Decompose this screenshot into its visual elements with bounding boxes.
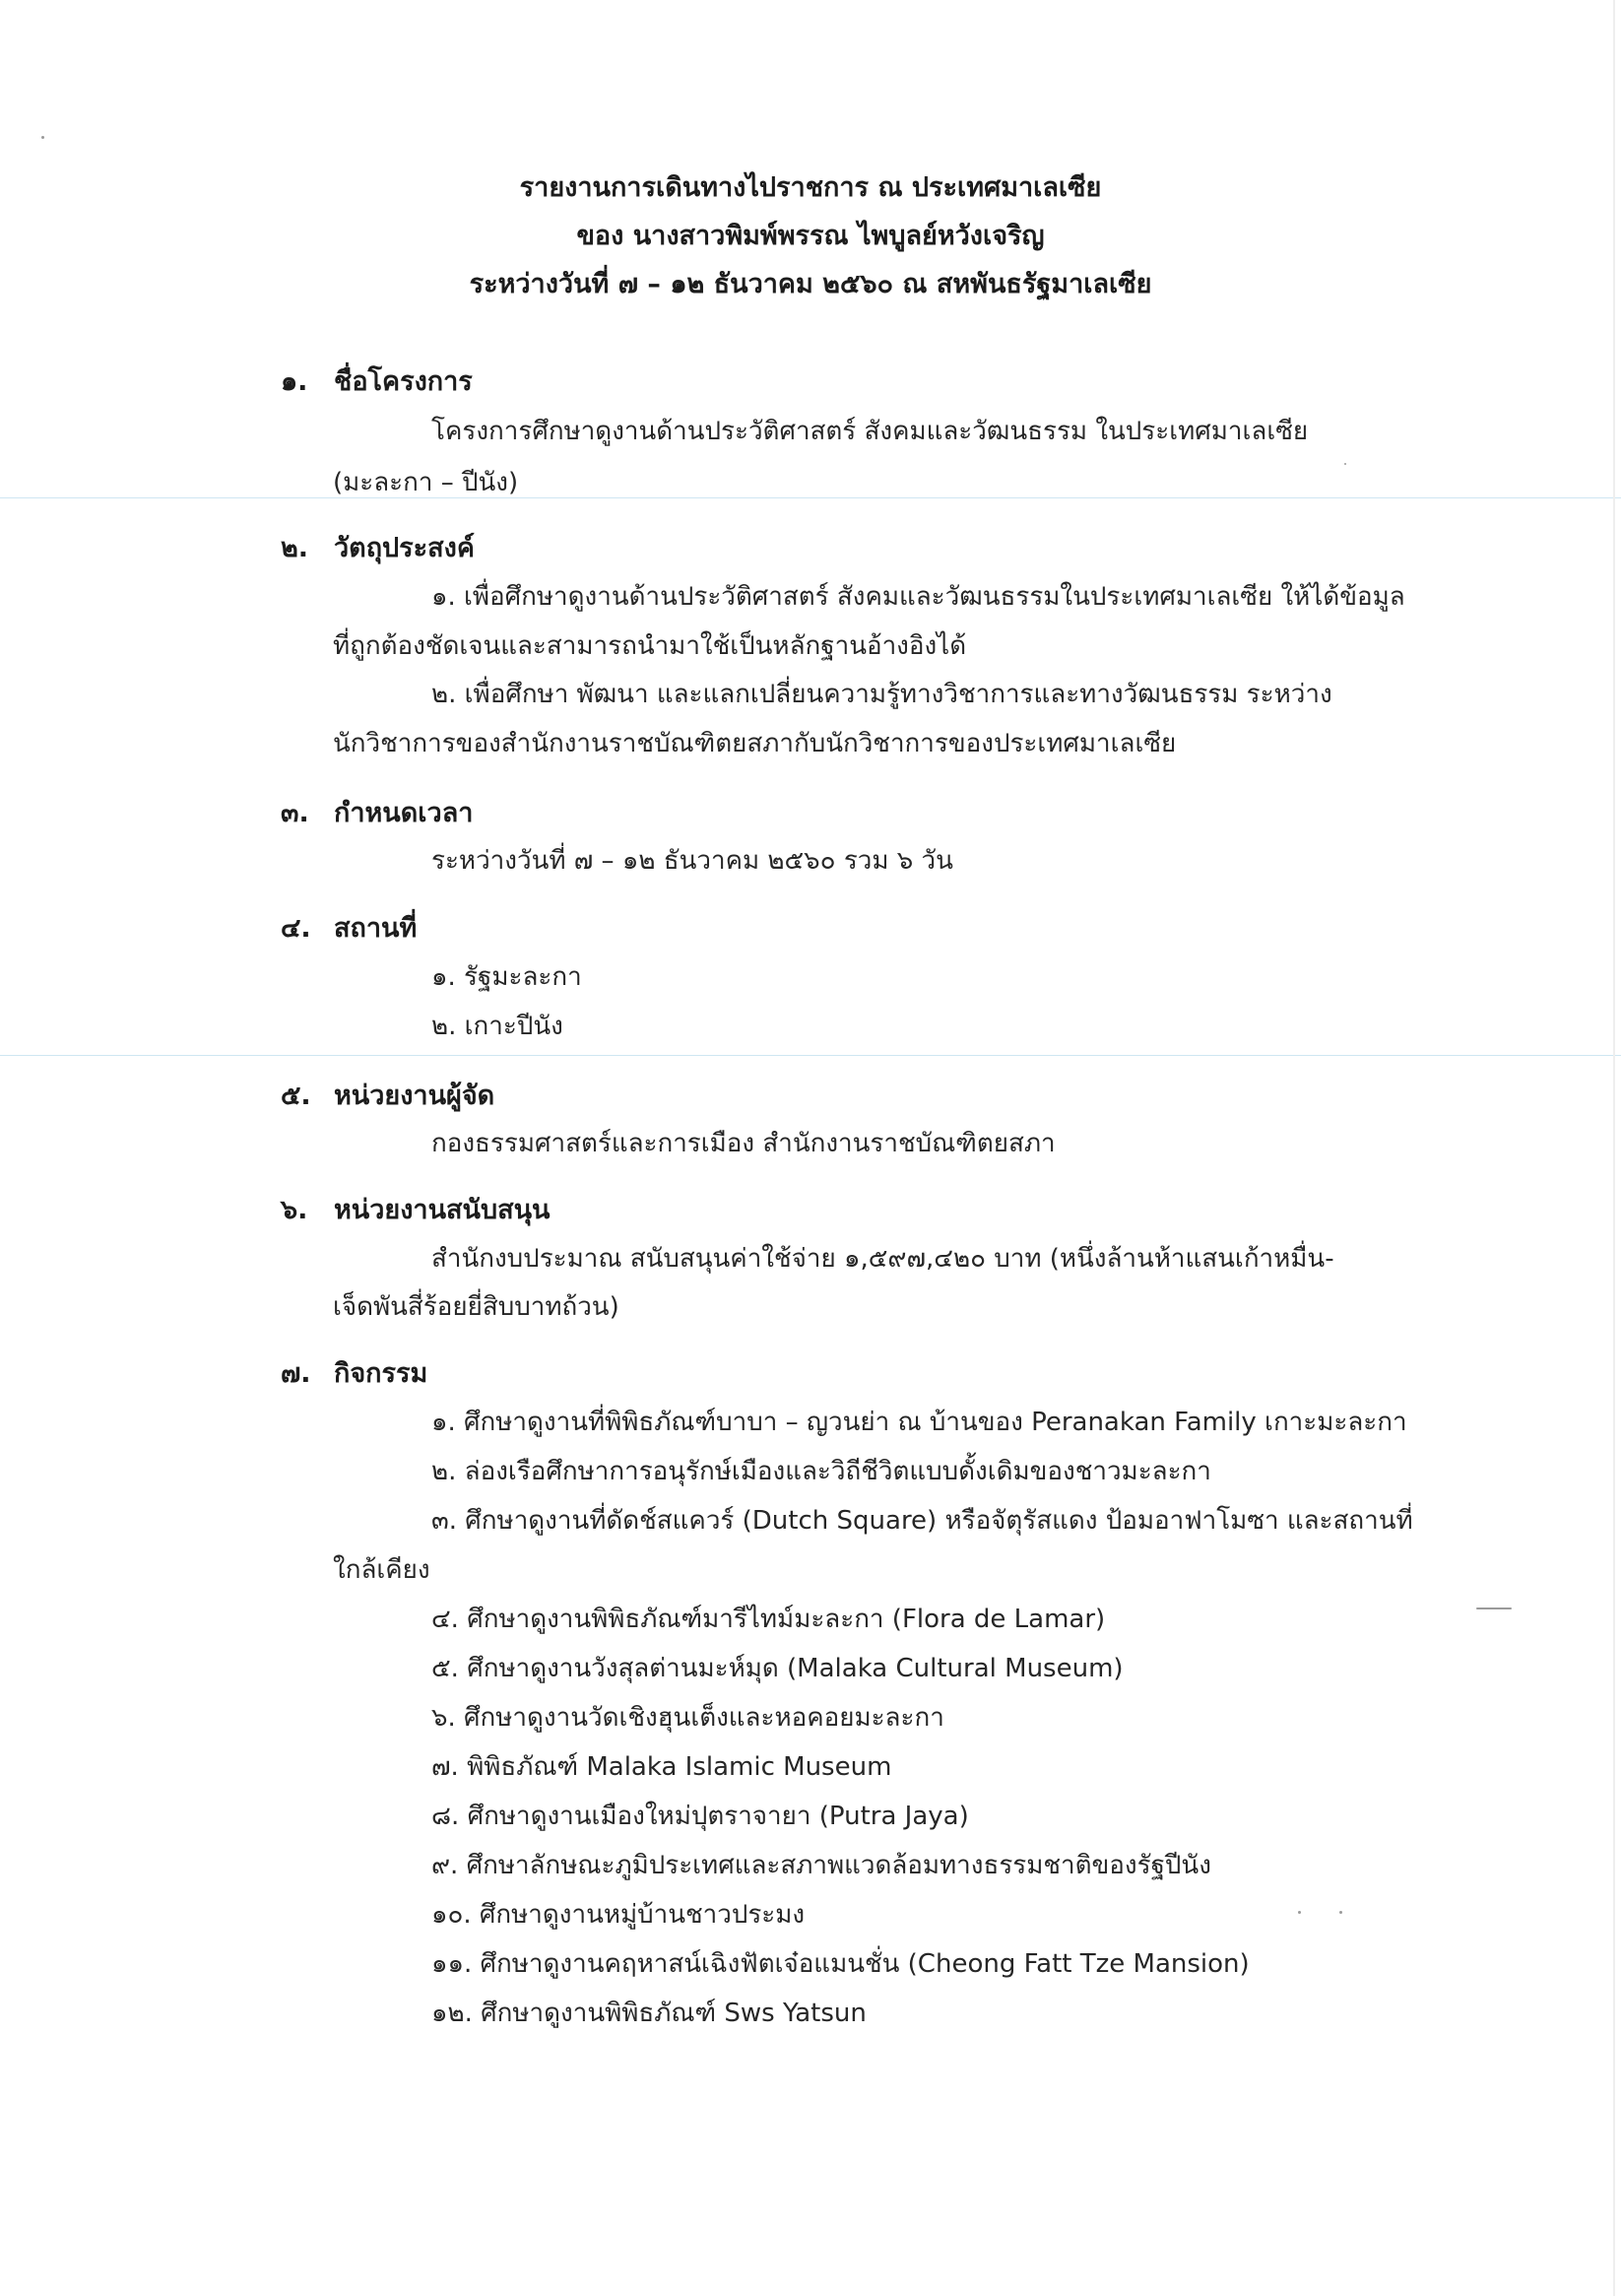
location-item: ๑. รัฐมะละกา bbox=[431, 962, 582, 992]
activity-item: ๕. ศึกษาดูงานวังสุลต่านมะห์มุด (Malaka Cultural Museum) bbox=[431, 1654, 1124, 1683]
section-title: กำหนดเวลา bbox=[334, 798, 474, 828]
activity-item: ๑๒. ศึกษาดูงานพิพิธภัณฑ์ Sws Yatsun bbox=[431, 1999, 867, 2028]
activity-item: ๗. พิพิธภัณฑ์ Malaka Islamic Museum bbox=[431, 1752, 892, 1782]
section-title: หน่วยงานผู้จัด bbox=[334, 1081, 495, 1111]
section-1-text: โครงการศึกษาดูงานด้านประวัติศาสตร์ สังคมและวัฒนธรรม ในประเทศมาเลเซีย bbox=[431, 417, 1309, 446]
section-5-text: กองธรรมศาสตร์และการเมือง สำนักงานราชบัณฑิตยสภา bbox=[431, 1129, 1056, 1158]
section-number: ๖. bbox=[281, 1195, 308, 1225]
section-6-text: สำนักงบประมาณ สนับสนุนค่าใช้จ่าย ๑,๕๙๗,๔๒๐ บาท (หนึ่งล้านห้าแสนเก้าหมื่น- bbox=[431, 1244, 1334, 1274]
objective-item: ๑. เพื่อศึกษาดูงานด้านประวัติศาสตร์ สังคมและวัฒนธรรมในประเทศมาเลเซีย ให้ได้ข้อมูล bbox=[431, 582, 1405, 612]
objective-item: ๒. เพื่อศึกษา พัฒนา และแลกเปลี่ยนความรู้ทางวิชาการและทางวัฒนธรรม ระหว่าง bbox=[431, 680, 1332, 709]
section-7-heading bbox=[281, 1354, 427, 1394]
section-1-text: (มะละกา – ปีนัง) bbox=[333, 468, 519, 497]
location-item: ๒. เกาะปีนัง bbox=[431, 1012, 563, 1041]
activity-item: ๖. ศึกษาดูงานวัดเชิงฮุนเต็งและหอคอยมะละกา bbox=[431, 1703, 944, 1733]
section-number: ๑. bbox=[281, 366, 308, 397]
section-6-heading bbox=[281, 1191, 551, 1230]
activity-item-cont: ใกล้เคียง bbox=[333, 1555, 430, 1585]
document-title bbox=[0, 164, 1621, 308]
section-6-text: เจ็ดพันสี่ร้อยยี่สิบบาทถ้วน) bbox=[333, 1292, 619, 1322]
scan-speck bbox=[41, 136, 44, 139]
scan-speck bbox=[1476, 1607, 1512, 1609]
scan-line bbox=[0, 1055, 1621, 1056]
section-title: กิจกรรม bbox=[334, 1358, 428, 1389]
objective-item-cont: ที่ถูกต้องชัดเจนและสามารถนำมาใช้เป็นหลักฐานอ้างอิงได้ bbox=[333, 631, 967, 661]
section-5-heading bbox=[281, 1077, 494, 1116]
section-title: หน่วยงานสนับสนุน bbox=[334, 1195, 551, 1225]
activity-item: ๑๐. ศึกษาดูงานหมู่บ้านชาวประมง bbox=[431, 1900, 806, 1930]
section-number: ๒. bbox=[281, 533, 309, 563]
objective-item-cont: นักวิชาการของสำนักงานราชบัณฑิตยสภากับนักวิชาการของประเทศมาเลเซีย bbox=[333, 729, 1177, 758]
title-line-3: ระหว่างวันที่ ๗ – ๑๒ ธันวาคม ๒๕๖๐ ณ สหพันธรัฐมาเลเซีย bbox=[469, 269, 1152, 299]
activity-item: ๙. ศึกษาลักษณะภูมิประเทศและสภาพแวดล้อมทางธรรมชาติของรัฐปีนัง bbox=[431, 1851, 1211, 1880]
scan-line bbox=[0, 497, 1621, 498]
section-number: ๓. bbox=[281, 798, 309, 828]
activity-item: ๔. ศึกษาดูงานพิพิธภัณฑ์มารีไทม์มะละกา (Flora de Lamar) bbox=[431, 1605, 1106, 1634]
activity-item: ๑. ศึกษาดูงานที่พิพิธภัณฑ์บาบา – ญวนย่า ณ บ้านของ Peranakan Family เกาะมะละกา bbox=[431, 1408, 1407, 1437]
section-number: ๔. bbox=[281, 913, 311, 944]
section-number: ๕. bbox=[281, 1081, 311, 1111]
section-title: สถานที่ bbox=[334, 913, 418, 944]
section-4-heading bbox=[281, 909, 417, 949]
page-edge bbox=[1613, 0, 1615, 2296]
activity-item: ๓. ศึกษาดูงานที่ดัดช์สแควร์ (Dutch Square) หรือจัตุรัสแดง ป้อมอาฟาโมซา และสถานที่ bbox=[431, 1506, 1413, 1536]
title-line-1: รายงานการเดินทางไปราชการ ณ ประเทศมาเลเซีย bbox=[519, 172, 1102, 203]
section-title: ชื่อโครงการ bbox=[334, 366, 473, 397]
section-title: วัตถุประสงค์ bbox=[334, 533, 475, 563]
activity-item: ๒. ล่องเรือศึกษาการอนุรักษ์เมืองและวิถีชีวิตแบบดั้งเดิมของชาวมะละกา bbox=[431, 1457, 1211, 1486]
section-number: ๗. bbox=[281, 1358, 311, 1389]
activity-item: ๘. ศึกษาดูงานเมืองใหม่ปุตราจายา (Putra Jaya) bbox=[431, 1802, 969, 1831]
scan-speck bbox=[1298, 1911, 1301, 1914]
section-3-text: ระหว่างวันที่ ๗ – ๑๒ ธันวาคม ๒๕๖๐ รวม ๖ วัน bbox=[431, 846, 953, 876]
scan-speck bbox=[1339, 1911, 1342, 1914]
section-2-heading bbox=[281, 529, 475, 568]
activity-item: ๑๑. ศึกษาดูงานคฤหาสน์เฉิงฟัตเจ๋อแมนชั่น (Cheong Fatt Tze Mansion) bbox=[431, 1949, 1250, 1979]
title-line-2: ของ นางสาวพิมพ์พรรณ ไพบูลย์หวังเจริญ bbox=[576, 221, 1045, 251]
scan-speck bbox=[1344, 463, 1346, 465]
section-3-heading bbox=[281, 794, 473, 833]
section-1-heading bbox=[281, 362, 473, 402]
